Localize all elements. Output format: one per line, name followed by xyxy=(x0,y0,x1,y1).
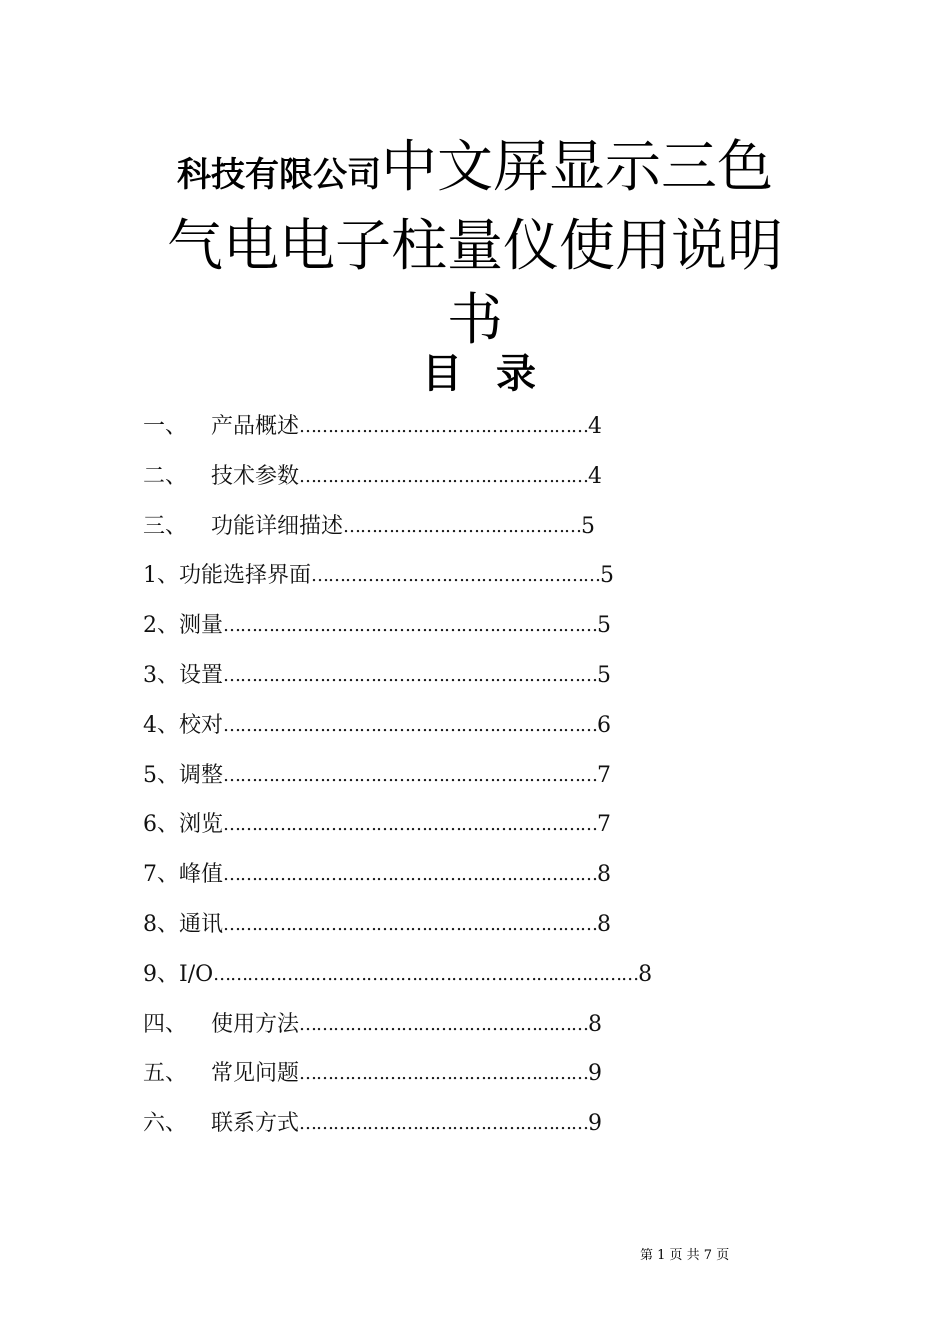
toc-leader-dots: ………………………………………………………… xyxy=(223,864,598,886)
page-footer: 第 1 页 共 7 页 xyxy=(640,1248,730,1263)
toc-entry-page: 5 xyxy=(597,662,612,688)
toc-entry-label: 功能详细描述 xyxy=(211,513,344,539)
toc-entry-number: 四、 xyxy=(143,1011,188,1037)
toc-leader-dots: …………………………………………… xyxy=(299,416,589,437)
toc-leader-dots: ………………………………………………………… xyxy=(223,615,598,637)
toc-entry-page: 6 xyxy=(597,712,612,738)
toc-entry-number: 5、 xyxy=(143,762,179,788)
toc-entry-number: 7、 xyxy=(143,862,179,888)
toc-leader-dots: …………………………………………… xyxy=(299,1113,589,1135)
toc-entry-page: 8 xyxy=(597,911,612,937)
toc-leader-dots: ………………………………………………………… xyxy=(223,664,598,686)
toc-entry-number: 6、 xyxy=(143,812,179,838)
toc-entry-number: 3、 xyxy=(143,662,179,688)
toc-heading: 目 录 xyxy=(422,351,546,397)
toc-entry[interactable] xyxy=(143,551,743,601)
toc-entry-label: 使用方法 xyxy=(211,1011,300,1037)
toc-entry-label: 测量 xyxy=(179,613,224,639)
title-company: 科技有限公司 xyxy=(177,155,381,195)
toc-entry-page: 4 xyxy=(588,463,603,489)
toc-entry-label: 通讯 xyxy=(179,911,224,937)
toc-entry-number: 三、 xyxy=(143,513,188,539)
toc-entry-number: 4、 xyxy=(143,712,179,738)
toc-leader-dots: ………………………………………………………… xyxy=(223,814,598,836)
toc-entry-label: 设置 xyxy=(179,662,224,688)
document-title xyxy=(120,128,830,356)
toc-entry[interactable] xyxy=(143,950,743,1000)
toc-entry-number: 1、 xyxy=(143,563,179,589)
toc-entry-number: 六、 xyxy=(143,1111,188,1137)
toc-entry-page: 9 xyxy=(588,1111,603,1137)
toc-entry[interactable] xyxy=(143,651,743,701)
toc-entry-page: 9 xyxy=(588,1061,603,1087)
toc-leader-dots: ………………………………………………………… xyxy=(223,913,598,935)
toc-leader-dots: ………………………………………………………………… xyxy=(213,963,639,985)
toc-entry-label: 功能选择界面 xyxy=(179,563,312,589)
toc-entry-label: 峰值 xyxy=(179,862,224,888)
toc-entry-page: 4 xyxy=(588,414,603,439)
toc-entry[interactable] xyxy=(143,601,743,651)
toc-entry-label: 联系方式 xyxy=(211,1111,300,1137)
toc-entry[interactable] xyxy=(143,502,743,552)
toc-entry-page: 7 xyxy=(597,762,612,788)
toc-entry[interactable] xyxy=(143,1049,743,1099)
toc-entry-number: 9、 xyxy=(143,961,179,987)
toc-entry-label: 浏览 xyxy=(179,812,224,838)
title-line-1 xyxy=(120,128,830,208)
toc-entry-page: 5 xyxy=(581,513,596,539)
toc-entry-page: 5 xyxy=(597,613,612,639)
toc-entry-page: 5 xyxy=(600,563,615,589)
toc-leader-dots: …………………………………………… xyxy=(299,1013,589,1035)
toc-entry-label: I/O xyxy=(179,961,214,987)
toc-entry[interactable] xyxy=(143,900,743,950)
toc-entry-label: 技术参数 xyxy=(211,463,300,489)
toc-leader-dots: …………………………………………… xyxy=(311,565,601,587)
toc-entry[interactable] xyxy=(143,800,743,850)
toc-entry-label: 调整 xyxy=(179,762,224,788)
toc-entry-number: 2、 xyxy=(143,613,179,639)
toc-entry[interactable] xyxy=(143,452,743,502)
toc-entry[interactable] xyxy=(143,701,743,751)
toc-entry-page: 7 xyxy=(597,812,612,838)
title-main-part-1: 中文屏显示三色 xyxy=(381,135,773,200)
toc-entry[interactable] xyxy=(143,1000,743,1050)
toc-entry-number: 五、 xyxy=(143,1061,188,1087)
toc-entry-number: 8、 xyxy=(143,911,179,937)
toc-leader-dots: ………………………………………………………… xyxy=(223,714,598,736)
toc-entry-number: 二、 xyxy=(143,463,188,489)
toc-leader-dots: …………………………………………… xyxy=(299,1063,589,1085)
toc-leader-dots: ………………………………………………………… xyxy=(223,764,598,786)
toc-leader-dots: …………………………………………… xyxy=(299,465,589,487)
toc-entry-label: 校对 xyxy=(179,712,224,738)
toc-leader-dots: …………………………………… xyxy=(343,515,582,537)
toc-entry-page: 8 xyxy=(638,961,653,987)
toc-entry[interactable] xyxy=(143,850,743,900)
table-of-contents xyxy=(143,402,743,1149)
toc-entry[interactable] xyxy=(143,1099,743,1149)
toc-entry[interactable] xyxy=(143,751,743,801)
toc-entry-number: 一、 xyxy=(143,414,188,439)
toc-entry-page: 8 xyxy=(597,862,612,888)
toc-entry[interactable] xyxy=(143,402,743,452)
title-line-3: 书 xyxy=(447,288,503,353)
toc-entry-label: 产品概述 xyxy=(211,414,300,439)
toc-entry-label: 常见问题 xyxy=(211,1061,300,1087)
title-line-2: 气电电子柱量仪使用说明 xyxy=(167,214,783,279)
toc-entry-page: 8 xyxy=(588,1011,603,1037)
